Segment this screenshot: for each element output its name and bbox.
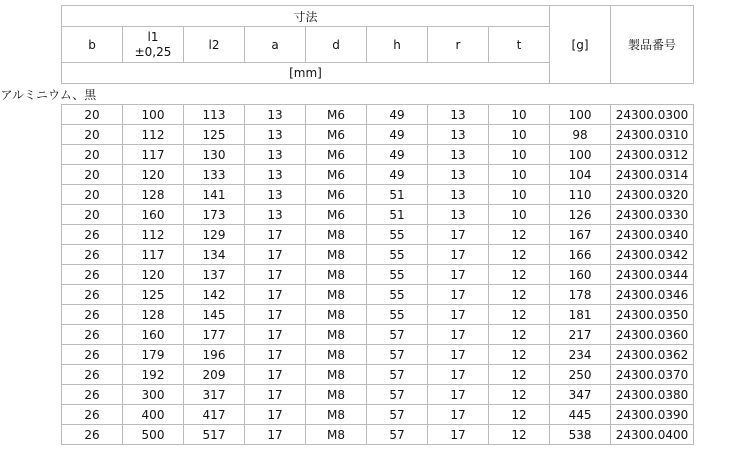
cell-weight: 104	[550, 165, 611, 185]
cell-t: 12	[489, 385, 550, 405]
cell-a: 17	[245, 365, 306, 385]
cell-r: 13	[428, 105, 489, 125]
cell-t: 12	[489, 425, 550, 445]
cell-l1: 112	[123, 125, 184, 145]
cell-l1: 117	[123, 245, 184, 265]
cell-part-number: 24300.0400	[611, 425, 694, 445]
spec-table	[0, 5, 694, 445]
cell-l2: 129	[184, 225, 245, 245]
cell-part-number: 24300.0312	[611, 145, 694, 165]
cell-t: 12	[489, 285, 550, 305]
cell-part-number: 24300.0340	[611, 225, 694, 245]
cell-b: 20	[62, 105, 123, 125]
cell-a: 17	[245, 305, 306, 325]
cell-l2: 209	[184, 365, 245, 385]
cell-l2: 145	[184, 305, 245, 325]
cell-d: M8	[306, 405, 367, 425]
cell-t: 12	[489, 305, 550, 325]
cell-weight: 250	[550, 365, 611, 385]
cell-a: 13	[245, 165, 306, 185]
cell-r: 17	[428, 325, 489, 345]
cell-l1: 192	[123, 365, 184, 385]
cell-a: 17	[245, 325, 306, 345]
col-header-b: b	[62, 27, 123, 63]
cell-r: 17	[428, 385, 489, 405]
cell-a: 13	[245, 205, 306, 225]
table-row	[62, 165, 694, 185]
weight-header: [g]	[550, 6, 611, 84]
cell-part-number: 24300.0320	[611, 185, 694, 205]
cell-d: M6	[306, 205, 367, 225]
cell-b: 26	[62, 305, 123, 325]
section-cell	[0, 84, 694, 105]
cell-l1: 128	[123, 185, 184, 205]
cell-a: 17	[245, 385, 306, 405]
cell-h: 51	[367, 185, 428, 205]
cell-d: M8	[306, 425, 367, 445]
cell-part-number: 24300.0370	[611, 365, 694, 385]
cell-l1: 500	[123, 425, 184, 445]
cell-t: 12	[489, 405, 550, 425]
table-row	[62, 305, 694, 325]
cell-d: M8	[306, 245, 367, 265]
col-header-l1	[123, 27, 184, 63]
cell-part-number: 24300.0344	[611, 265, 694, 285]
cell-t: 10	[489, 205, 550, 225]
cell-l1: 120	[123, 165, 184, 185]
cell-a: 13	[245, 105, 306, 125]
cell-t: 12	[489, 345, 550, 365]
cell-part-number: 24300.0380	[611, 385, 694, 405]
cell-l2: 113	[184, 105, 245, 125]
cell-b: 26	[62, 365, 123, 385]
section-label: アルミニウム、黒	[0, 87, 97, 102]
cell-weight: 100	[550, 105, 611, 125]
table-row	[62, 385, 694, 405]
cell-h: 55	[367, 225, 428, 245]
cell-l2: 173	[184, 205, 245, 225]
cell-d: M6	[306, 165, 367, 185]
table-row	[62, 325, 694, 345]
cell-weight: 538	[550, 425, 611, 445]
cell-r: 13	[428, 145, 489, 165]
cell-weight: 217	[550, 325, 611, 345]
col-header-l1-label: l1	[147, 29, 159, 44]
cell-a: 13	[245, 125, 306, 145]
cell-weight: 166	[550, 245, 611, 265]
cell-d: M6	[306, 125, 367, 145]
table-row	[62, 245, 694, 265]
cell-b: 20	[62, 165, 123, 185]
cell-l1: 112	[123, 225, 184, 245]
cell-t: 12	[489, 225, 550, 245]
cell-h: 55	[367, 265, 428, 285]
cell-t: 10	[489, 165, 550, 185]
section-row	[62, 84, 694, 105]
table-row	[62, 265, 694, 285]
cell-h: 57	[367, 385, 428, 405]
cell-h: 51	[367, 205, 428, 225]
cell-weight: 110	[550, 185, 611, 205]
cell-h: 57	[367, 325, 428, 345]
unit-label: [mm]	[62, 63, 550, 84]
cell-l1: 128	[123, 305, 184, 325]
cell-r: 17	[428, 405, 489, 425]
cell-l1: 120	[123, 265, 184, 285]
table-row	[62, 425, 694, 445]
cell-b: 26	[62, 425, 123, 445]
cell-part-number: 24300.0360	[611, 325, 694, 345]
cell-t: 12	[489, 365, 550, 385]
cell-d: M6	[306, 145, 367, 165]
cell-b: 26	[62, 265, 123, 285]
cell-weight: 100	[550, 145, 611, 165]
cell-r: 17	[428, 345, 489, 365]
cell-h: 57	[367, 425, 428, 445]
cell-weight: 160	[550, 265, 611, 285]
cell-weight: 98	[550, 125, 611, 145]
cell-d: M8	[306, 285, 367, 305]
cell-part-number: 24300.0300	[611, 105, 694, 125]
cell-b: 26	[62, 345, 123, 365]
cell-r: 17	[428, 245, 489, 265]
table-row	[62, 145, 694, 165]
cell-t: 10	[489, 125, 550, 145]
cell-d: M8	[306, 225, 367, 245]
cell-b: 26	[62, 405, 123, 425]
cell-r: 17	[428, 225, 489, 245]
cell-r: 17	[428, 285, 489, 305]
cell-h: 55	[367, 245, 428, 265]
cell-b: 26	[62, 225, 123, 245]
cell-t: 10	[489, 145, 550, 165]
cell-l2: 142	[184, 285, 245, 305]
cell-l2: 196	[184, 345, 245, 365]
cell-t: 12	[489, 265, 550, 285]
table-row	[62, 205, 694, 225]
cell-a: 17	[245, 225, 306, 245]
cell-h: 55	[367, 305, 428, 325]
table-row	[62, 225, 694, 245]
cell-a: 17	[245, 245, 306, 265]
cell-part-number: 24300.0346	[611, 285, 694, 305]
cell-a: 17	[245, 425, 306, 445]
col-header-t: t	[489, 27, 550, 63]
cell-weight: 178	[550, 285, 611, 305]
cell-t: 10	[489, 185, 550, 205]
cell-b: 20	[62, 145, 123, 165]
cell-b: 26	[62, 385, 123, 405]
cell-part-number: 24300.0330	[611, 205, 694, 225]
cell-h: 57	[367, 345, 428, 365]
cell-a: 17	[245, 265, 306, 285]
table-row	[62, 125, 694, 145]
cell-part-number: 24300.0390	[611, 405, 694, 425]
cell-h: 49	[367, 125, 428, 145]
cell-part-number: 24300.0314	[611, 165, 694, 185]
part-number-header: 製品番号	[611, 6, 694, 84]
cell-a: 17	[245, 345, 306, 365]
cell-h: 49	[367, 165, 428, 185]
cell-l1: 400	[123, 405, 184, 425]
table-row	[62, 105, 694, 125]
col-header-a: a	[245, 27, 306, 63]
cell-weight: 126	[550, 205, 611, 225]
cell-part-number: 24300.0350	[611, 305, 694, 325]
cell-r: 13	[428, 165, 489, 185]
cell-h: 55	[367, 285, 428, 305]
cell-t: 12	[489, 245, 550, 265]
cell-r: 17	[428, 365, 489, 385]
cell-d: M8	[306, 325, 367, 345]
cell-l2: 141	[184, 185, 245, 205]
table-row	[62, 365, 694, 385]
cell-r: 17	[428, 425, 489, 445]
cell-h: 49	[367, 145, 428, 165]
cell-part-number: 24300.0342	[611, 245, 694, 265]
col-header-d: d	[306, 27, 367, 63]
cell-weight: 234	[550, 345, 611, 365]
cell-l2: 134	[184, 245, 245, 265]
cell-l1: 117	[123, 145, 184, 165]
cell-a: 13	[245, 145, 306, 165]
cell-l2: 130	[184, 145, 245, 165]
cell-r: 17	[428, 265, 489, 285]
cell-b: 26	[62, 325, 123, 345]
cell-weight: 167	[550, 225, 611, 245]
cell-t: 10	[489, 105, 550, 125]
cell-l1: 160	[123, 325, 184, 345]
cell-r: 13	[428, 205, 489, 225]
cell-l2: 517	[184, 425, 245, 445]
cell-l1: 179	[123, 345, 184, 365]
cell-b: 20	[62, 205, 123, 225]
cell-d: M8	[306, 265, 367, 285]
cell-a: 17	[245, 405, 306, 425]
cell-d: M8	[306, 365, 367, 385]
dimensions-header: 寸法	[62, 6, 550, 27]
cell-part-number: 24300.0362	[611, 345, 694, 365]
header-row-top	[62, 6, 694, 27]
cell-r: 13	[428, 185, 489, 205]
cell-a: 13	[245, 185, 306, 205]
table-row	[62, 345, 694, 365]
cell-l2: 137	[184, 265, 245, 285]
cell-l1: 300	[123, 385, 184, 405]
cell-h: 49	[367, 105, 428, 125]
table-row	[62, 285, 694, 305]
col-header-h: h	[367, 27, 428, 63]
cell-h: 57	[367, 405, 428, 425]
cell-l2: 125	[184, 125, 245, 145]
col-header-l1-tolerance: ±0,25	[134, 44, 172, 59]
cell-t: 12	[489, 325, 550, 345]
cell-d: M8	[306, 385, 367, 405]
cell-part-number: 24300.0310	[611, 125, 694, 145]
col-header-r: r	[428, 27, 489, 63]
table-row	[62, 405, 694, 425]
cell-b: 26	[62, 285, 123, 305]
cell-b: 20	[62, 125, 123, 145]
cell-weight: 181	[550, 305, 611, 325]
cell-b: 20	[62, 185, 123, 205]
cell-b: 26	[62, 245, 123, 265]
cell-l2: 133	[184, 165, 245, 185]
cell-r: 13	[428, 125, 489, 145]
cell-d: M6	[306, 185, 367, 205]
cell-r: 17	[428, 305, 489, 325]
cell-l1: 100	[123, 105, 184, 125]
table-row	[62, 185, 694, 205]
cell-a: 17	[245, 285, 306, 305]
cell-h: 57	[367, 365, 428, 385]
cell-l1: 125	[123, 285, 184, 305]
cell-weight: 445	[550, 405, 611, 425]
cell-l1: 160	[123, 205, 184, 225]
cell-l2: 417	[184, 405, 245, 425]
cell-d: M8	[306, 305, 367, 325]
cell-d: M8	[306, 345, 367, 365]
cell-l2: 177	[184, 325, 245, 345]
cell-l2: 317	[184, 385, 245, 405]
cell-weight: 347	[550, 385, 611, 405]
cell-d: M6	[306, 105, 367, 125]
col-header-l2: l2	[184, 27, 245, 63]
